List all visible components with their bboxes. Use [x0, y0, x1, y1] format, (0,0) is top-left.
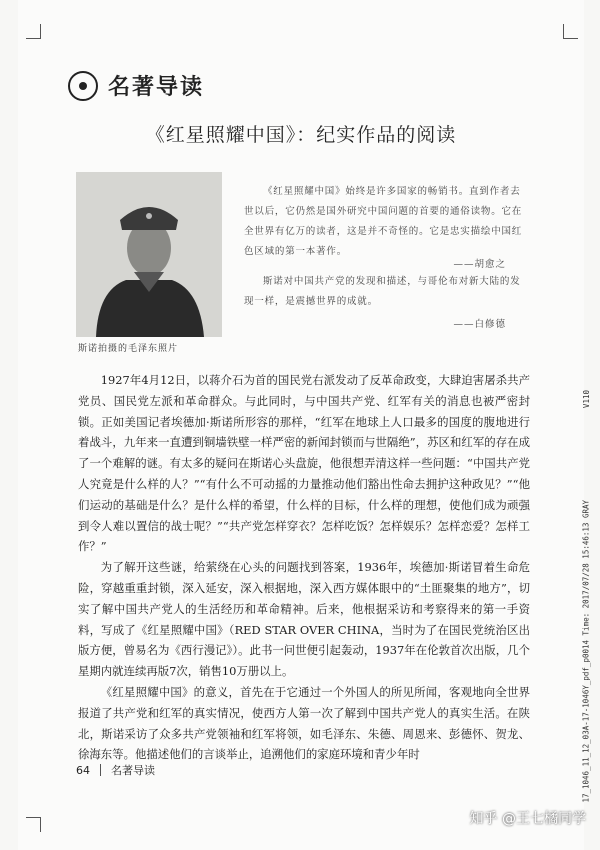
crop-mark	[26, 817, 41, 832]
photo-caption: 斯诺拍摄的毛泽东照片	[78, 344, 179, 354]
page-number: 64	[76, 763, 90, 777]
quote-text: 《红星照耀中国》始终是许多国家的畅销书。直到作者去世以后，它仍然是国外研究中国问题的首要的通俗读物。它在全世界有亿万的读者，这是并不奇怪的。它是忠实描绘中国红色区域的第一本著作。	[244, 186, 523, 257]
quote-text: 斯诺对中国共产党的发现和描述，与哥伦布对新大陆的发现一样，是震撼世界的成就。	[244, 276, 521, 307]
article-title: 《红星照耀中国》：纪实作品的阅读	[145, 124, 457, 146]
paragraph: 为了解开这些谜，给萦绕在心头的问题找到答案，1936年，埃德加·斯诺冒着生命危险，穿越重重封锁，深入延安，深入根据地，深入西方媒体眼中的“土匪聚集的地方”，切实了解中国共产党人的生活经历和革命精神。后来，他根据采访和考察得来的第一手资料，写成了《红星照耀中国》（RED STAR OVER CHINA，当时为了在国民党统治区出版方便，曾易名为《西行漫记》）。此书一问世便引起轰动，1937年在伦敦首次出版，几个星期内就连续再版7次，销售10万册以上。	[78, 560, 530, 679]
portrait-photo	[76, 172, 222, 337]
article-body	[78, 370, 530, 765]
reading-badge-icon	[68, 71, 98, 101]
quote-author: ——胡愈之	[453, 259, 506, 270]
paragraph: 1927年4月12日，以蒋介石为首的国民党右派发动了反革命政变，大肆迫害屠杀共产党员、国民党左派和革命群众。与此同时，与中国共产党、红军有关的消息也被严密封锁。正如美国记者埃德加·斯诺所形容的那样，“红军在地球上人口最多的国度的腹地进行着战斗，九年来一直遭到铜墙铁壁一样严密的新闻封锁而与世隔绝”，苏区和红军的存在成了一个难解的谜。有太多的疑问在斯诺心头盘旋，他很想弄清这样一些问题：“中国共产党人究竟是什么样的人？”“有什么不可动摇的力量推动他们豁出性命去拥护这种政见？”“他们运动的基础是什么？是什么样的希望，什么样的目标，什么样的理想，使他们成为顽强到令人难以置信的战士呢？”“共产党怎样穿衣？怎样吃饭？怎样娱乐？怎样恋爱？怎样工作？”	[78, 373, 530, 554]
book-page	[18, 0, 591, 850]
crop-mark	[26, 24, 41, 39]
print-mark: V110	[582, 390, 591, 409]
print-mark: 17_1046_11_12_03A-17-1046Y_pdf_p0014 Time: 2017/07/28 15:46:13 GRAY	[582, 500, 591, 803]
watermark: 知乎 @王七橘同学	[469, 811, 586, 827]
section-header	[68, 70, 204, 101]
crop-mark	[563, 24, 578, 39]
section-title: 名著导读	[108, 75, 205, 100]
page-footer	[76, 762, 155, 778]
footer-label: 名著导读	[111, 764, 155, 777]
portrait-illustration	[76, 172, 222, 337]
paragraph: 《红星照耀中国》的意义，首先在于它通过一个外国人的所见所闻，客观地向全世界报道了共产党和红军的真实情况，使西方人第一次了解到中国共产党人的真实生活。在陕北，斯诺采访了众多共产党领袖和红军将领，如毛泽东、朱德、周恩来、彭德怀、贺龙、徐海东等。他描述他们的言谈举止，追溯他们的家庭环境和青少年时	[78, 684, 530, 762]
quote-author: ——白修德	[453, 319, 506, 330]
